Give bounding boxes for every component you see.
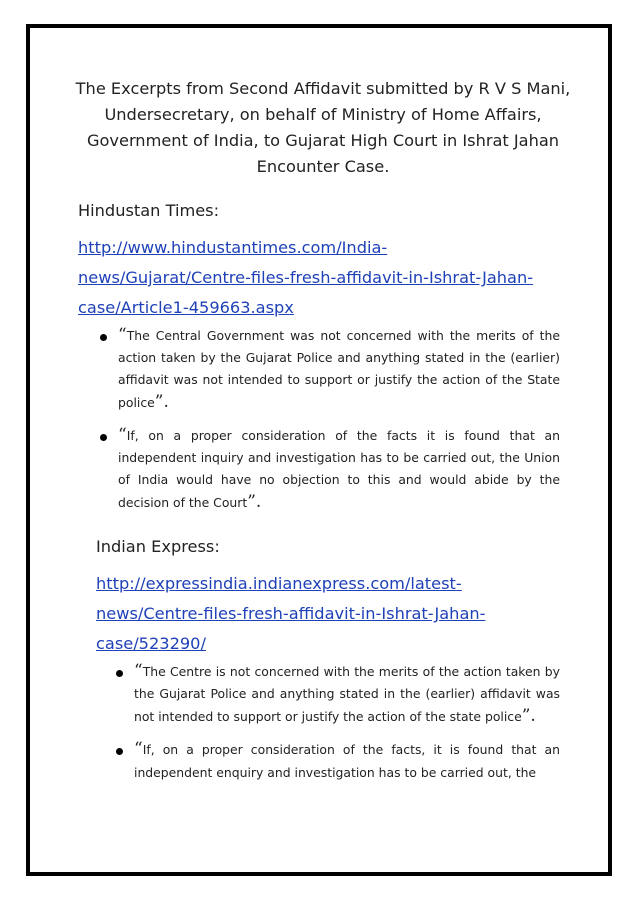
indian-express-bullets <box>134 660 560 794</box>
link-line: http://expressindia.indianexpress.com/latest- <box>96 574 462 593</box>
quote-text <box>134 660 560 728</box>
open-quote: “ <box>134 739 143 759</box>
quote-body: If, on a proper consideration of the facts it is found that an independent inquiry and investigation has to be carried out, the Union of India would have no objection to this and would abide by the decision of the Court <box>118 428 560 510</box>
quote-body: The Centre is not concerned with the merits of the action taken by the Gujarat Police and anything stated in the (earlier) affidavit was not intended to support or justify the action of the state police <box>134 664 560 724</box>
bullet-icon <box>116 748 123 755</box>
quote-text <box>118 424 560 514</box>
hindustan-times-bullets <box>118 324 560 524</box>
link-line: news/Centre-files-fresh-affidavit-in-Ishrat-Jahan- <box>96 604 486 623</box>
hindustan-times-link[interactable] <box>78 233 533 323</box>
quote-body: If, on a proper consideration of the facts, it is found that an independent enquiry and investigation has to be carried out, the <box>134 742 560 780</box>
document-title: The Excerpts from Second Affidavit submitted by R V S Mani, Undersecretary, on behalf of Ministry of Home Affairs, Government of India, to Gujarat High Court in Ishrat Jahan Encounter Case. <box>75 79 571 176</box>
quote-text <box>118 324 560 414</box>
quote-body: The Central Government was not concerned with the merits of the action taken by the Gujarat Police and anything stated in the (earlier) affidavit was not intended to support or justify the action of the State police <box>118 328 560 410</box>
quote-text <box>134 738 560 784</box>
bullet-icon <box>116 670 123 677</box>
close-quote: ”. <box>154 392 169 412</box>
list-item <box>118 324 560 414</box>
list-item <box>118 424 560 514</box>
open-quote: “ <box>134 661 143 681</box>
indian-express-link[interactable] <box>96 569 485 659</box>
link-line: http://www.hindustantimes.com/India- <box>78 238 388 257</box>
section-heading-indian-express: Indian Express: <box>96 537 220 556</box>
section-heading-hindustan-times: Hindustan Times: <box>78 201 220 220</box>
link-line: news/Gujarat/Centre-files-fresh-affidavit-in-Ishrat-Jahan- <box>78 268 534 287</box>
close-quote: ”. <box>247 492 262 512</box>
link-line: case/523290/ <box>96 634 206 653</box>
close-quote: ”. <box>521 706 536 726</box>
bullet-icon <box>100 334 107 341</box>
link-line: case/Article1-459663.aspx <box>78 298 294 317</box>
bullet-icon <box>100 434 107 441</box>
open-quote: “ <box>118 425 127 445</box>
list-item <box>134 738 560 784</box>
open-quote: “ <box>118 325 127 345</box>
list-item <box>134 660 560 728</box>
